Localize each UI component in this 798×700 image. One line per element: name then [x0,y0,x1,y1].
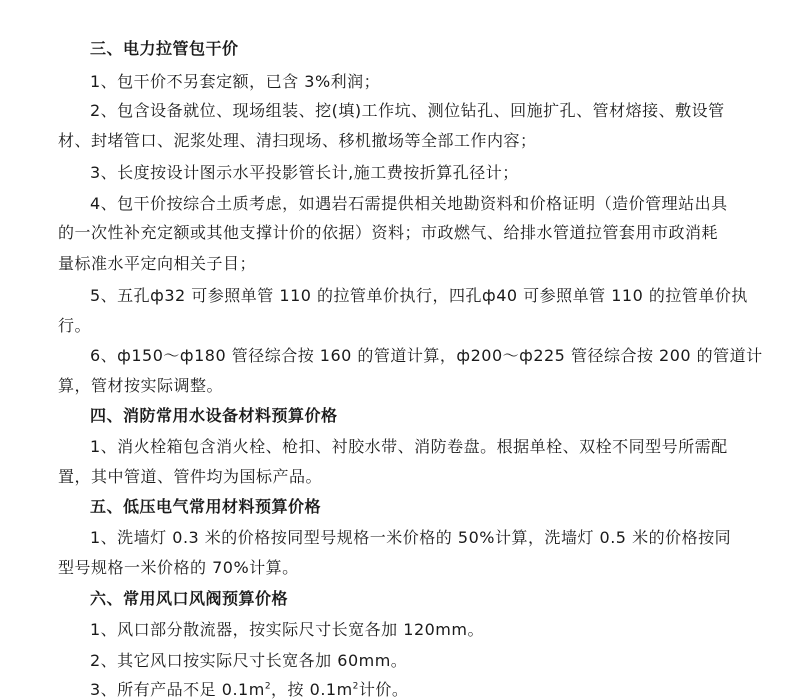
list-item-continuation: 置，其中管道、管件均为国标产品。 [58,467,323,486]
list-item-text: 3、所有产品不足 0.1m [90,680,265,699]
list-item: 1、包干价不另套定额，已含 3%利润； [90,72,381,91]
list-item-text: 计价。 [358,680,409,699]
list-item: 1、风口部分散流器，按实际尺寸长宽各加 120mm。 [90,620,484,639]
list-item-continuation: 型号规格一米价格的 70%计算。 [58,558,299,577]
list-item: 6、ф150～ф180 管径综合按 160 的管道计算，ф200～ф225 管径综合按 200 的管道计 [90,346,763,365]
list-item-text: ，按 0.1m [271,680,353,699]
superscript: 2 [352,681,359,692]
list-item: 4、包干价按综合土质考虑，如遇岩石需提供相关地勘资料和价格证明（造价管理站出具 [90,194,728,213]
list-item: 1、洗墙灯 0.3 米的价格按同型号规格一米价格的 50%计算，洗墙灯 0.5 米的价格按同 [90,528,732,547]
section-heading: 三、电力拉管包干价 [90,39,239,58]
list-item-continuation: 材、封堵管口、泥浆处理、清扫现场、移机撤场等全部工作内容； [58,131,537,150]
list-item: 1、消火栓箱包含消火栓、枪扣、衬胶水带、消防卷盘。根据单栓、双栓不同型号所需配 [90,437,728,456]
superscript: 2 [264,681,272,692]
section-heading: 五、低压电气常用材料预算价格 [90,497,322,516]
list-item: 2、其它风口按实际尺寸长宽各加 60mm。 [90,651,408,670]
list-item: 3、长度按设计图示水平投影管长计,施工费按折算孔径计； [90,163,519,182]
list-item-continuation: 算，管材按实际调整。 [58,376,224,395]
list-item: 2、包含设备就位、现场组装、挖(填)工作坑、测位钻孔、回施扩孔、管材熔接、敷设管 [90,101,725,120]
list-item-continuation: 行。 [58,316,92,335]
list-item: 5、五孔ф32 可参照单管 110 的拉管单价执行，四孔ф40 可参照单管 110 的拉管单价执 [90,286,748,305]
list-item-continuation: 量标准水平定向相关子目； [58,254,257,273]
list-item-continuation: 的一次性补充定额或其他支撑计价的依据）资料；市政燃气、给排水管道拉管套用市政消耗 [58,223,719,242]
section-heading: 六、常用风口风阀预算价格 [90,589,289,608]
section-heading: 四、消防常用水设备材料预算价格 [90,406,338,425]
list-item [90,680,408,700]
